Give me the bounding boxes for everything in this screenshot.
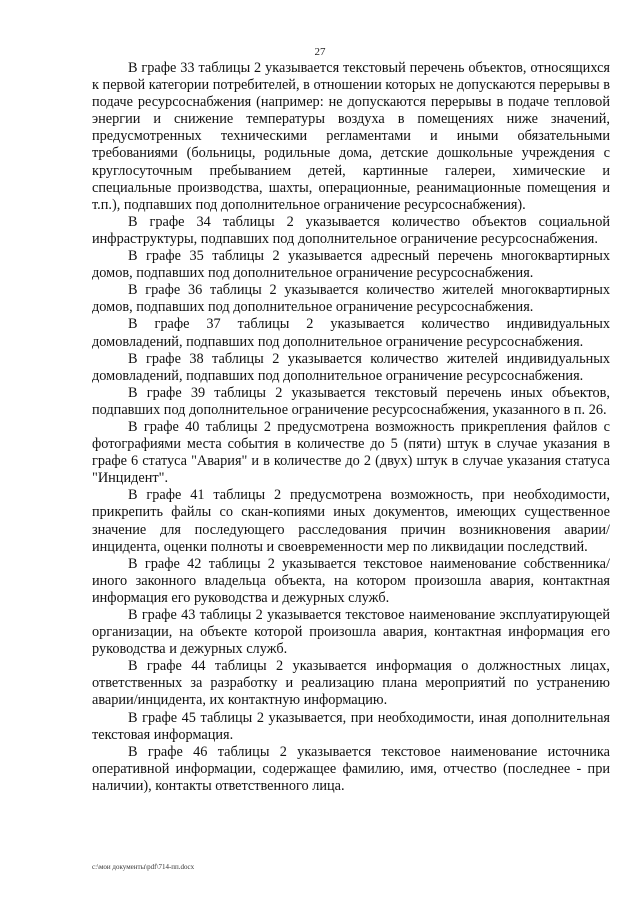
paragraph: В графе 38 таблицы 2 указывается количество жителей индивидуальных домовладений, подпавших под дополнительное ограничение ресурсоснабжения.: [92, 350, 610, 384]
paragraph: В графе 41 таблицы 2 предусмотрена возможность, при необходимости, прикрепить файлы со скан-копиями иных документов, имеющих существенное значение для последующего расследования причин возникновения аварии/инцидента, оценки полноты и своевременности мер по ликвидации последствий.: [92, 487, 610, 555]
paragraph: В графе 43 таблицы 2 указывается текстовое наименование эксплуатирующей организации, на объекте которой произошла авария, контактная информация его руководства и дежурных служб.: [92, 607, 610, 658]
paragraph: В графе 44 таблицы 2 указывается информация о должностных лицах, ответственных за разработку и реализацию плана мероприятий по устранению аварии/инцидента, их контактную информацию.: [92, 658, 610, 709]
paragraph: В графе 46 таблицы 2 указывается текстовое наименование источника оперативной информации, содержащее фамилию, имя, отчество (последнее - при наличии), контакты ответственного лица.: [92, 743, 610, 794]
paragraph: В графе 37 таблицы 2 указывается количество индивидуальных домовладений, подпавших под дополнительное ограничение ресурсоснабжения.: [92, 316, 610, 350]
footer-file-path: c:\мои документы\pdf\714-пп.docx: [92, 863, 195, 871]
paragraph: В графе 35 таблицы 2 указывается адресный перечень многоквартирных домов, подпавших под дополнительное ограничение ресурсоснабжения.: [92, 248, 610, 282]
paragraph: В графе 39 таблицы 2 указывается текстовый перечень иных объектов, подпавших под дополнительное ограничение ресурсоснабжения, указанного в п. 26.: [92, 384, 610, 418]
page-number: 27: [314, 46, 326, 58]
paragraph: В графе 42 таблицы 2 указывается текстовое наименование собственника/иного законного владельца объекта, на котором произошла авария, контактная информация его руководства и дежурных служб.: [92, 555, 610, 606]
paragraph: В графе 40 таблицы 2 предусмотрена возможность прикрепления файлов с фотографиями места события в количестве до 5 (пяти) штук в случае указания в графе 6 статуса "Авария" и в количестве до 2 (двух) штук в случае указания статуса "Инцидент".: [92, 418, 610, 487]
paragraph: В графе 34 таблицы 2 указывается количество объектов социальной инфраструктуры, подпавших под дополнительное ограничение ресурсоснабжения.: [92, 213, 610, 247]
paragraph: В графе 33 таблицы 2 указывается текстовый перечень объектов, относящихся к первой категории потребителей, в отношении которых не допускаются перерывы в подаче ресурсоснабжения (например: не допускаются перерывы в подаче тепловой энергии и снижение температуры воздуха в помещениях ниже значений, предусмотренных техническими регламентами и иными обязательными требованиями (больницы, родильные дома, детские дошкольные учреждения с круглосуточным пребыванием детей, картинные галереи, химические и специальные производства, шахты, операционные, реанимационные помещения и т.п.), подпавших под дополнительное ограничение ресурсоснабжения).: [92, 60, 610, 213]
paragraph: В графе 36 таблицы 2 указывается количество жителей многоквартирных домов, подпавших под дополнительное ограничение ресурсоснабжения.: [92, 282, 610, 316]
document-body: [92, 60, 610, 795]
paragraph: В графе 45 таблицы 2 указывается, при необходимости, иная дополнительная текстовая информация.: [92, 709, 610, 743]
